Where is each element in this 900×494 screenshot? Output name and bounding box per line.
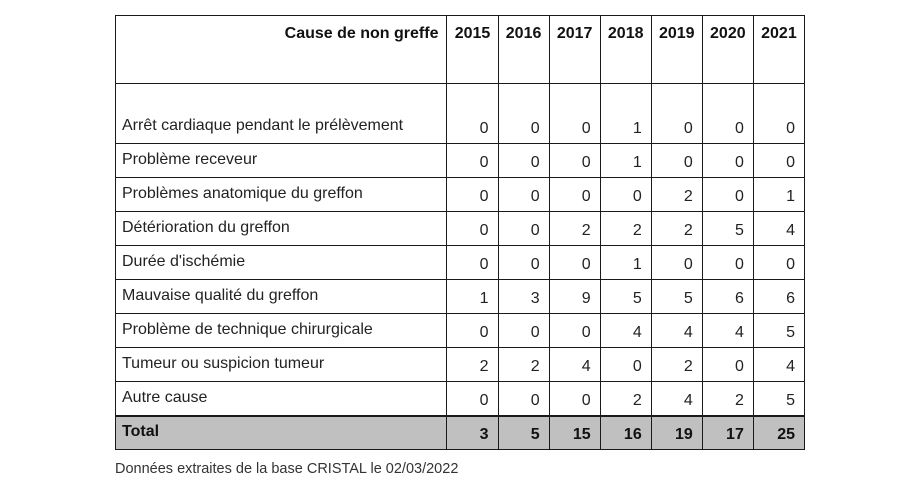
value-cell: 1	[600, 246, 651, 280]
value-cell: 0	[702, 246, 753, 280]
value-cell: 0	[753, 246, 804, 280]
value-cell: 2	[702, 382, 753, 416]
value-cell: 4	[702, 314, 753, 348]
value-cell: 0	[702, 178, 753, 212]
total-value-cell: 3	[447, 416, 498, 450]
value-cell: 0	[498, 84, 549, 144]
table-row	[116, 144, 805, 178]
value-cell: 0	[549, 144, 600, 178]
value-cell: 0	[702, 144, 753, 178]
table-row	[116, 84, 805, 144]
value-cell: 6	[753, 280, 804, 314]
table-row	[116, 246, 805, 280]
header-row	[116, 16, 805, 84]
table-row	[116, 280, 805, 314]
value-cell: 0	[498, 314, 549, 348]
table-row	[116, 348, 805, 382]
header-year: 2021	[753, 16, 804, 84]
value-cell: 0	[498, 246, 549, 280]
value-cell: 0	[651, 246, 702, 280]
source-caption: Données extraites de la base CRISTAL le 02/03/2022	[115, 461, 459, 477]
value-cell: 2	[651, 178, 702, 212]
value-cell: 6	[702, 280, 753, 314]
table-row	[116, 212, 805, 246]
value-cell: 0	[447, 212, 498, 246]
value-cell: 0	[447, 314, 498, 348]
value-cell: 5	[702, 212, 753, 246]
value-cell: 0	[447, 178, 498, 212]
value-cell: 1	[447, 280, 498, 314]
value-cell: 0	[498, 382, 549, 416]
value-cell: 0	[498, 212, 549, 246]
total-value-cell: 16	[600, 416, 651, 450]
non-graft-causes-table	[115, 15, 805, 450]
total-value-cell: 25	[753, 416, 804, 450]
total-value-cell: 15	[549, 416, 600, 450]
value-cell: 5	[651, 280, 702, 314]
value-cell: 0	[549, 178, 600, 212]
total-value-cell: 19	[651, 416, 702, 450]
value-cell: 0	[549, 382, 600, 416]
total-label: Total	[116, 416, 447, 450]
value-cell: 2	[600, 382, 651, 416]
cause-cell: Problèmes anatomique du greffon	[116, 178, 447, 212]
total-value-cell: 5	[498, 416, 549, 450]
value-cell: 0	[549, 84, 600, 144]
cause-cell: Mauvaise qualité du greffon	[116, 280, 447, 314]
header-year: 2018	[600, 16, 651, 84]
value-cell: 0	[549, 246, 600, 280]
value-cell: 2	[447, 348, 498, 382]
value-cell: 0	[651, 144, 702, 178]
cause-cell: Problème receveur	[116, 144, 447, 178]
value-cell: 0	[702, 348, 753, 382]
total-value-cell: 17	[702, 416, 753, 450]
header-year: 2017	[549, 16, 600, 84]
value-cell: 2	[498, 348, 549, 382]
value-cell: 0	[447, 144, 498, 178]
value-cell: 5	[600, 280, 651, 314]
header-cause: Cause de non greffe	[116, 16, 447, 84]
header-year: 2019	[651, 16, 702, 84]
value-cell: 4	[753, 348, 804, 382]
value-cell: 4	[753, 212, 804, 246]
value-cell: 0	[600, 348, 651, 382]
value-cell: 0	[447, 246, 498, 280]
cause-cell: Arrêt cardiaque pendant le prélèvement	[116, 84, 447, 144]
value-cell: 0	[702, 84, 753, 144]
cause-cell: Durée d'ischémie	[116, 246, 447, 280]
value-cell: 9	[549, 280, 600, 314]
cause-cell: Autre cause	[116, 382, 447, 416]
value-cell: 1	[600, 84, 651, 144]
value-cell: 2	[600, 212, 651, 246]
value-cell: 0	[753, 144, 804, 178]
total-row	[116, 416, 805, 450]
value-cell: 2	[651, 348, 702, 382]
value-cell: 0	[549, 314, 600, 348]
table-row	[116, 382, 805, 416]
value-cell: 0	[447, 84, 498, 144]
value-cell: 3	[498, 280, 549, 314]
value-cell: 0	[600, 178, 651, 212]
table-container	[115, 15, 805, 450]
header-year: 2020	[702, 16, 753, 84]
value-cell: 5	[753, 382, 804, 416]
value-cell: 4	[651, 382, 702, 416]
value-cell: 1	[753, 178, 804, 212]
cause-cell: Détérioration du greffon	[116, 212, 447, 246]
cause-cell: Problème de technique chirurgicale	[116, 314, 447, 348]
value-cell: 0	[447, 382, 498, 416]
table-row	[116, 314, 805, 348]
header-year: 2016	[498, 16, 549, 84]
table-header	[116, 16, 805, 84]
value-cell: 4	[549, 348, 600, 382]
header-year: 2015	[447, 16, 498, 84]
table-row	[116, 178, 805, 212]
value-cell: 0	[651, 84, 702, 144]
value-cell: 0	[498, 144, 549, 178]
value-cell: 0	[498, 178, 549, 212]
value-cell: 5	[753, 314, 804, 348]
table-body	[116, 84, 805, 450]
value-cell: 4	[651, 314, 702, 348]
value-cell: 4	[600, 314, 651, 348]
cause-cell: Tumeur ou suspicion tumeur	[116, 348, 447, 382]
value-cell: 2	[549, 212, 600, 246]
value-cell: 1	[600, 144, 651, 178]
value-cell: 2	[651, 212, 702, 246]
value-cell: 0	[753, 84, 804, 144]
